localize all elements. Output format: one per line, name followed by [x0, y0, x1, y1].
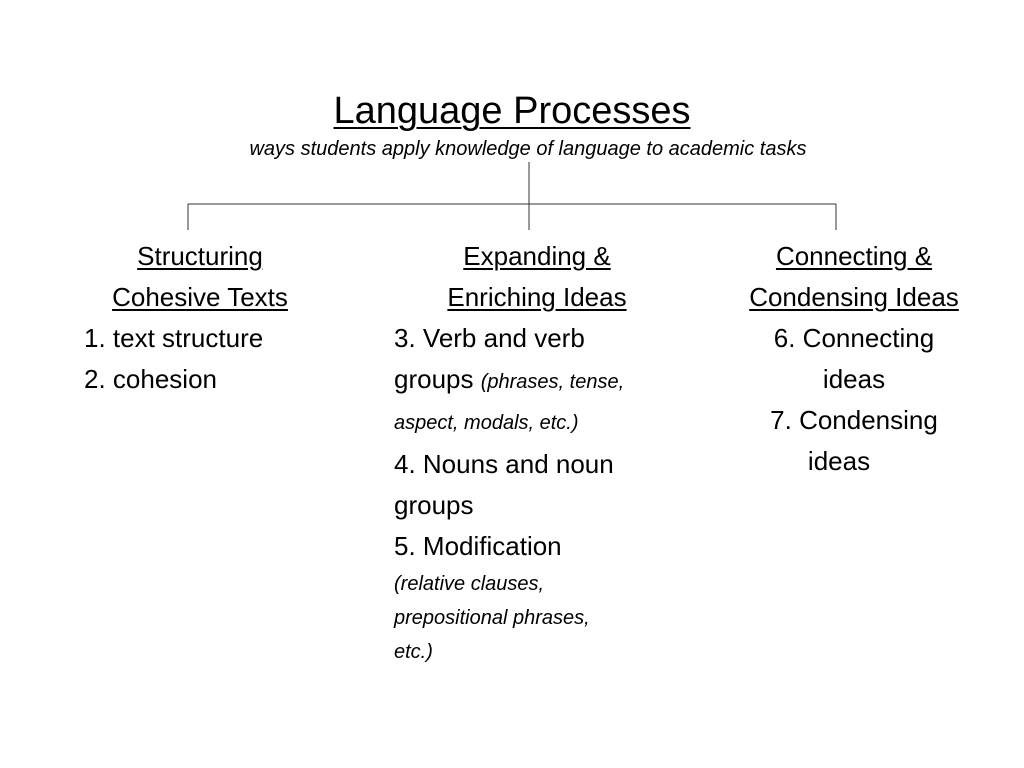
column-structuring [84, 236, 316, 400]
heading-expanding: Expanding & Enriching Ideas [447, 241, 627, 312]
note-verb-groups-cont: aspect, modals, etc.) [394, 412, 579, 434]
note-verb-groups: (phrases, tense, [480, 371, 625, 393]
item-verb-groups: 3. Verb and verb [394, 323, 585, 353]
item-condensing-ideas-cont: ideas [807, 446, 871, 476]
item-connecting-ideas: 6. Connecting [773, 323, 935, 353]
heading-structuring: Structuring Cohesive Texts [112, 241, 288, 312]
item-noun-groups-cont: groups [394, 490, 474, 520]
column-expanding [394, 236, 694, 669]
note-modification-3: etc.) [394, 641, 433, 663]
item-cohesion: 2. cohesion [84, 364, 217, 394]
note-modification-2: prepositional phrases, [394, 607, 590, 629]
item-text-structure: 1. text structure [84, 323, 264, 353]
item-modification: 5. Modification [394, 531, 562, 561]
heading-connecting: Connecting & Condensing Ideas [749, 241, 959, 312]
item-verb-groups-cont: groups (phrases, tense, [394, 364, 625, 394]
note-modification-1: (relative clauses, [394, 573, 545, 595]
column-connecting [726, 236, 982, 482]
item-connecting-ideas-cont: ideas [822, 364, 886, 394]
item-condensing-ideas: 7. Condensing [770, 405, 938, 435]
diagram-subtitle: ways students apply knowledge of language to academic tasks [249, 138, 807, 160]
diagram-title: Language Processes [333, 90, 691, 132]
item-noun-groups: 4. Nouns and noun [394, 449, 614, 479]
